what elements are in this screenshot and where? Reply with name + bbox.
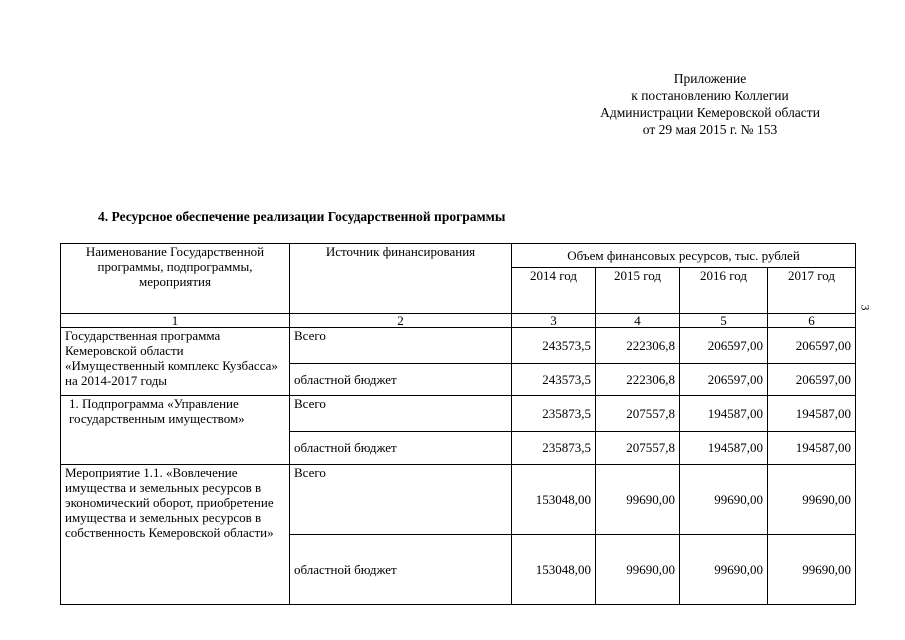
value-cell: 99690,00: [596, 465, 680, 535]
appendix-line-1: Приложение: [673, 71, 747, 86]
value-cell: 99690,00: [768, 465, 856, 535]
header-source: Источник финансирования: [290, 244, 512, 314]
value-cell: 207557,8: [596, 396, 680, 432]
header-volume: Объем финансовых ресурсов, тыс. рублей: [512, 244, 856, 268]
header-name: Наименование Государственной программы, подпрограммы, мероприятия: [61, 244, 290, 314]
value-cell: 206597,00: [768, 364, 856, 396]
column-number: 5: [680, 314, 768, 328]
value-cell: 243573,5: [512, 328, 596, 364]
column-number: 6: [768, 314, 856, 328]
page-number: 3: [858, 304, 873, 311]
value-cell: 243573,5: [512, 364, 596, 396]
appendix-header: [560, 70, 860, 138]
source-cell: областной бюджет: [290, 364, 512, 396]
column-number: 4: [596, 314, 680, 328]
resource-table: [60, 243, 856, 605]
header-year-2017: 2017 год: [768, 268, 856, 314]
source-cell: областной бюджет: [290, 432, 512, 465]
header-year-2015: 2015 год: [596, 268, 680, 314]
value-cell: 153048,00: [512, 535, 596, 605]
source-cell: Всего: [290, 328, 512, 364]
value-cell: 99690,00: [680, 535, 768, 605]
value-cell: 235873,5: [512, 432, 596, 465]
column-number: 3: [512, 314, 596, 328]
value-cell: 194587,00: [768, 396, 856, 432]
measure-name: Мероприятие 1.1. «Вовлечение имущества и земельных ресурсов в экономический оборот, приобретение имущества и земельных ресурсов в собственность Кемеровской области»: [61, 465, 290, 605]
appendix-line-4: от 29 мая 2015 г. № 153: [642, 122, 778, 137]
source-cell: Всего: [290, 465, 512, 535]
subprogram-name: 1. Подпрограмма «Управление государственным имуществом»: [61, 396, 290, 465]
appendix-line-2: к постановлению Коллегии: [631, 88, 789, 103]
value-cell: 235873,5: [512, 396, 596, 432]
column-number: 2: [290, 314, 512, 328]
table-row: [61, 328, 856, 364]
value-cell: 99690,00: [680, 465, 768, 535]
value-cell: 99690,00: [768, 535, 856, 605]
value-cell: 194587,00: [680, 432, 768, 465]
header-year-2016: 2016 год: [680, 268, 768, 314]
column-number: 1: [61, 314, 290, 328]
value-cell: 194587,00: [680, 396, 768, 432]
appendix-line-3: Администрации Кемеровской области: [600, 105, 820, 120]
program-name: Государственная программа Кемеровской области «Имущественный комплекс Кузбасса» на 2014-2017 годы: [61, 328, 290, 396]
value-cell: 206597,00: [768, 328, 856, 364]
value-cell: 206597,00: [680, 364, 768, 396]
value-cell: 206597,00: [680, 328, 768, 364]
column-number-row: [61, 314, 856, 328]
section-title: 4. Ресурсное обеспечение реализации Государственной программы: [98, 209, 506, 224]
table-row: [61, 396, 856, 432]
table-row: [61, 465, 856, 535]
value-cell: 153048,00: [512, 465, 596, 535]
value-cell: 207557,8: [596, 432, 680, 465]
value-cell: 222306,8: [596, 328, 680, 364]
header-year-2014: 2014 год: [512, 268, 596, 314]
value-cell: 194587,00: [768, 432, 856, 465]
value-cell: 99690,00: [596, 535, 680, 605]
source-cell: областной бюджет: [290, 535, 512, 605]
value-cell: 222306,8: [596, 364, 680, 396]
source-cell: Всего: [290, 396, 512, 432]
